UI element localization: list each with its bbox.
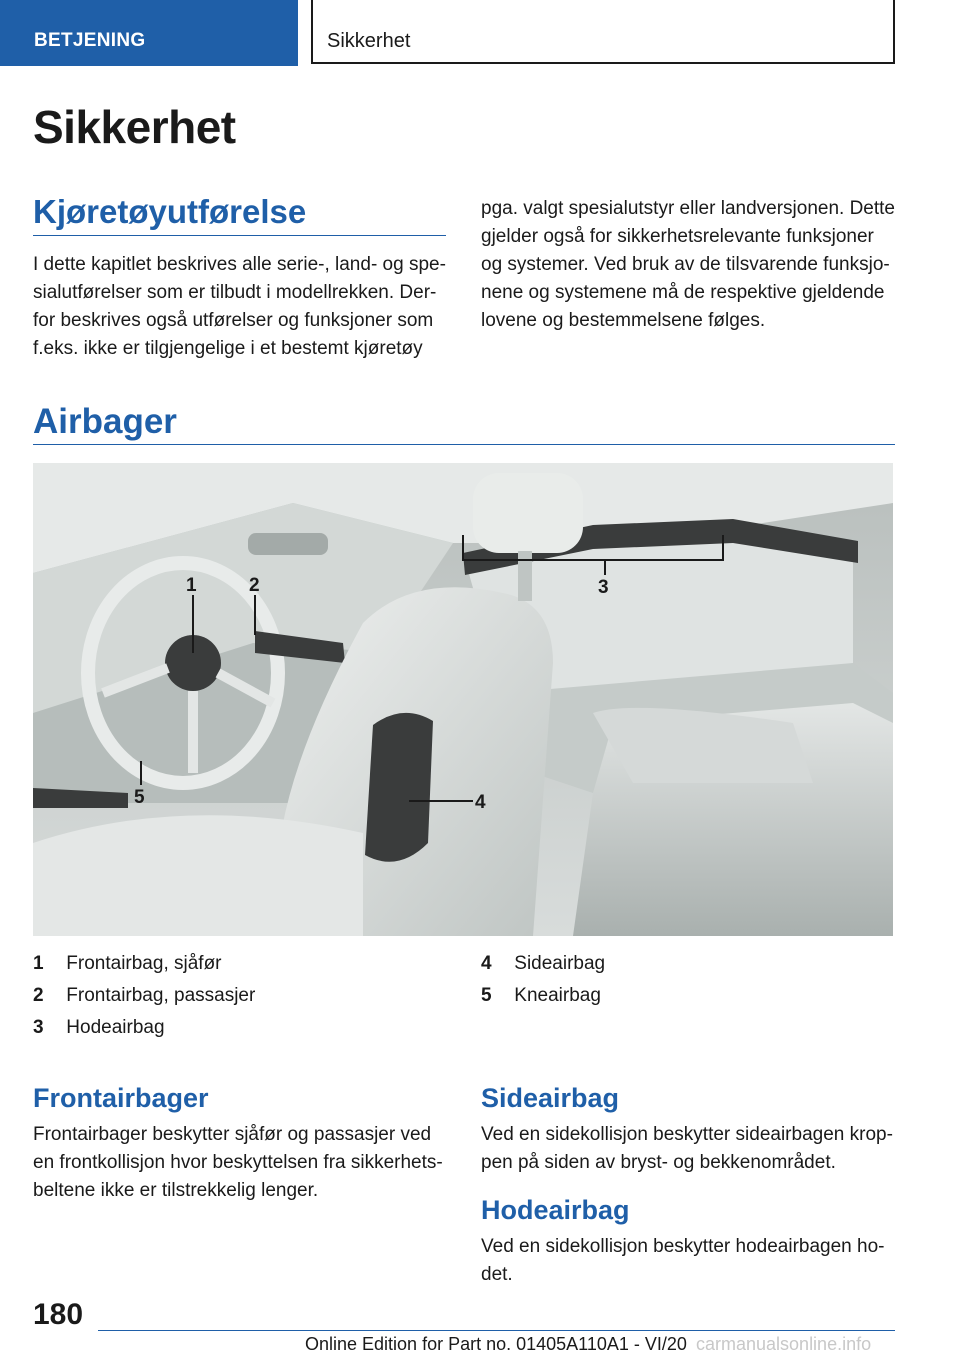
side-airbag-heading: Sideairbag <box>481 1083 620 1113</box>
callout-1: 1 <box>186 575 197 596</box>
legend-number: 3 <box>33 1017 44 1038</box>
section-tab: BETJENING <box>0 0 298 66</box>
page-title: Sikkerhet <box>33 101 236 153</box>
text-line: beltene ikke er tilstrekkelig lenger. <box>33 1180 319 1201</box>
head-airbag-heading: Hodeairbag <box>481 1195 630 1225</box>
legend-item <box>481 982 605 1014</box>
text-line: sialutførelser som er tilbudt i modellrekken. Der- <box>33 282 437 303</box>
text-line: og systemer. Ved bruk av de tilsvarende funksjo- <box>481 254 890 275</box>
legend-label: Kneairbag <box>514 985 601 1006</box>
legend-number: 5 <box>481 985 492 1006</box>
legend-left <box>33 950 255 1046</box>
text-line: nene og systemene må de respektive gjeldende <box>481 282 885 303</box>
footer-watermark: carmanualsonline.info <box>696 1334 872 1354</box>
legend-label: Frontairbag, sjåfør <box>66 953 222 974</box>
rearview-mirror <box>248 533 328 555</box>
legend-number: 1 <box>33 953 44 974</box>
headrest <box>473 473 583 553</box>
seat-cushion <box>33 815 363 936</box>
text-line: Frontairbager beskytter sjåfør og passasjer ved <box>33 1124 432 1145</box>
text-line: Ved en sidekollisjon beskytter hodeairbagen ho- <box>481 1236 885 1257</box>
vehicle-text-left <box>33 251 453 363</box>
callout-5: 5 <box>134 787 145 808</box>
vehicle-heading-rule <box>33 235 446 236</box>
text-line: gjelder også for sikkerhetsrelevante funksjoner <box>481 226 874 247</box>
front-airbags-text <box>33 1121 453 1205</box>
text-line: det. <box>481 1264 513 1285</box>
vehicle-text-right <box>481 195 901 335</box>
interior-drawing <box>33 463 893 936</box>
side-airbag <box>365 713 433 862</box>
legend-item <box>33 982 255 1014</box>
text-line: pga. valgt spesialutstyr eller landversjonen. Dette <box>481 198 896 219</box>
text-line: for beskrives også utførelser og funksjoner som <box>33 310 434 331</box>
car-interior-illustration <box>33 463 893 936</box>
callout-4: 4 <box>475 792 486 813</box>
vehicle-heading: Kjøretøyutførelse <box>33 193 307 230</box>
text-line: I dette kapitlet beskrives alle serie-, land- og spe- <box>33 254 446 275</box>
legend-label: Hodeairbag <box>66 1017 165 1038</box>
legend-item <box>33 1014 255 1046</box>
page-number: 180 <box>33 1298 84 1331</box>
legend-item <box>33 950 255 982</box>
text-line: lovene og bestemmelsene følges. <box>481 310 766 331</box>
head-airbag-text <box>481 1233 901 1289</box>
headrest-post <box>518 551 532 601</box>
text-line: en frontkollisjon hvor beskyttelsen fra sikkerhets- <box>33 1152 443 1173</box>
callout-3: 3 <box>598 577 609 598</box>
text-line: Ved en sidekollisjon beskytter sideairbagen krop- <box>481 1124 893 1145</box>
front-airbags-heading: Frontairbager <box>33 1083 209 1113</box>
side-airbag-text <box>481 1121 901 1177</box>
legend-number: 2 <box>33 985 44 1006</box>
footer-edition: Online Edition for Part no. 01405A110A1 - VI/20 <box>305 1334 687 1354</box>
airbags-heading-rule <box>33 444 895 445</box>
legend-number: 4 <box>481 953 492 974</box>
airbags-heading: Airbager <box>33 402 177 441</box>
text-line: f.eks. ikke er tilgjengelige i et bestemt kjøretøy <box>33 338 423 359</box>
text-line: pen på siden av bryst- og bekkenområdet. <box>481 1152 836 1173</box>
callout-2: 2 <box>249 575 260 596</box>
legend-label: Sideairbag <box>514 953 606 974</box>
chapter-tab: Sikkerhet <box>311 0 895 64</box>
footer-rule <box>98 1330 895 1331</box>
legend-right <box>481 950 605 1014</box>
legend-label: Frontairbag, passasjer <box>66 985 256 1006</box>
legend-item <box>481 950 605 982</box>
